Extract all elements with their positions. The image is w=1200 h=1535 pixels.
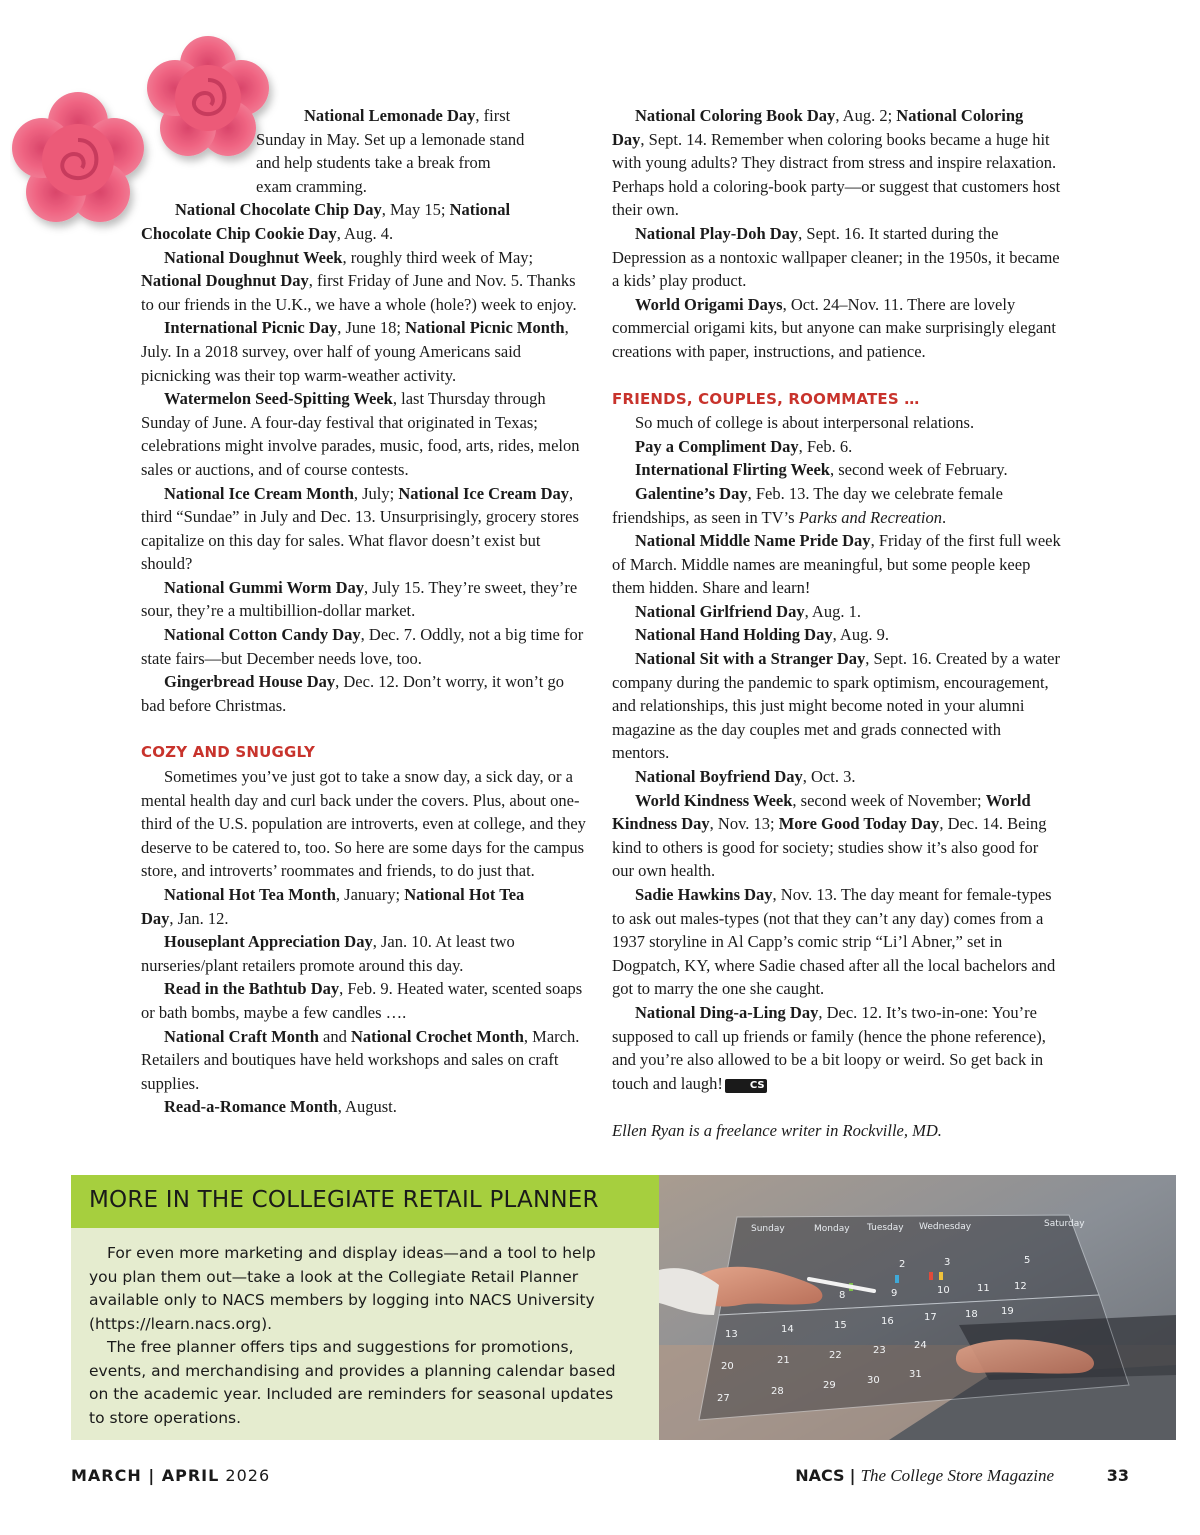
para-girlfriend-day: National Girlfriend Day, Aug. 1.: [635, 601, 861, 621]
calendar-number: 18: [965, 1309, 978, 1320]
section-heading-friends: FRIENDS, COUPLES, ROOMMATES …: [612, 389, 920, 408]
para-stranger-day: National Sit with a Stranger Day, Sept. 16. Created by a water company during the pandemic to spark optimism, encouragement, and relationships, this just might become noted in your alumni magazine as the day couples met and grads connected with mentors.: [612, 649, 1060, 763]
para-middle-name-day: National Middle Name Pride Day, Friday of the first full week of March. Middle names are meaningful, but some people keep them hidden. Share and learn!: [612, 531, 1061, 598]
para-ice-cream-month: National Ice Cream Month, July; National Ice Cream Day, third “Sundae” in July and Dec. 13. Unsurprisingly, grocery stores capitalize on this day for sales. What flavor doesn’t exist but should?: [141, 483, 579, 574]
para-flirting-week: International Flirting Week, second week of February.: [635, 460, 1008, 480]
calendar-number: 19: [1001, 1306, 1014, 1317]
calendar-number: 17: [924, 1312, 937, 1323]
calendar-number: 23: [873, 1345, 886, 1356]
calendar-number: 28: [771, 1386, 784, 1397]
para-friends-intro: So much of college is about interpersonal relations.: [635, 413, 975, 433]
calendar-number: 13: [725, 1329, 738, 1340]
page-number: 33: [1106, 1466, 1129, 1485]
planner-para-2: The free planner offers tips and suggestions for promotions, events, and merchandising and provides a planning calendar based on the academic year. Included are reminders for seasonal updates to store operations.: [89, 1338, 616, 1427]
calendar-number: 10: [937, 1285, 950, 1296]
calendar-number: 15: [834, 1320, 847, 1331]
para-doughnut-week: National Doughnut Week, roughly third week of May; National Doughnut Day, first Friday of June and Nov. 5. Thanks to our friends in the U.K., we have a whole (hole?) week to enjoy.: [141, 247, 577, 314]
article-column-right: [612, 104, 1062, 1143]
calendar-number: 21: [777, 1355, 790, 1366]
page-footer: [71, 1466, 1129, 1490]
para-watermelon-week: Watermelon Seed-Spitting Week, last Thursday through Sunday of June. A four-day festival that originated in Texas; celebrations might involve parades, music, food, arts, rides, melon sales or auctions, and of course contests.: [141, 389, 580, 479]
calendar-number: 24: [914, 1340, 927, 1351]
para-hand-holding-day: National Hand Holding Day, Aug. 9.: [635, 625, 889, 645]
para-gummi-worm-day: National Gummi Worm Day, July 15. They’re sweet, they’re sour, they’re a multibillion-dollar market.: [141, 577, 578, 621]
para-craft-month: National Craft Month and National Crochet Month, March. Retailers and boutiques have held workshops and sales on craft supplies.: [141, 1026, 580, 1093]
calendar-number: 5: [1024, 1255, 1031, 1266]
calendar-number: 27: [717, 1393, 730, 1404]
publication-name: NACS | The College Store Magazine: [795, 1466, 1054, 1485]
planner-calendar-photo: [659, 1175, 1176, 1440]
para-bathtub-day: Read in the Bathtub Day, Feb. 9. Heated water, scented soaps or bath bombs, maybe a few candles ….: [141, 979, 583, 1022]
para-picnic-day: International Picnic Day, June 18; National Picnic Month, July. In a 2018 survey, over half of young Americans said picnicking was their top warm-weather activity.: [141, 318, 569, 385]
para-houseplant-day: Houseplant Appreciation Day, Jan. 10. At least two nurseries/plant retailers promote around this day.: [141, 932, 515, 975]
calendar-day-tuesday: Tuesday: [867, 1223, 904, 1233]
calendar-number: 30: [867, 1375, 880, 1386]
para-sadie-hawkins-day: Sadie Hawkins Day, Nov. 13. The day meant for female-types to ask out males-types (not that they can’t any day) comes from a 1937 storyline in Al Capp’s comic strip “Li’l Abner,” set in Dogpatch, KY, where Sadie chased after all the local bachelors and got to marry the one she caught.: [612, 885, 1056, 999]
flower-left: [12, 92, 144, 222]
calendar-number: 29: [823, 1380, 836, 1391]
para-ding-a-ling-day: National Ding-a-Ling Day, Dec. 12. It’s two-in-one: You’re supposed to call up friends or family (hence the phone reference), and you’re also allowed to be a bit loopy or weird. So get back in touch and laugh! CS: [612, 1002, 1046, 1093]
end-mark-logo: CS: [725, 1079, 767, 1093]
planner-para-1: For even more marketing and display ideas—and a tool to help you plan them out—take a look at the Collegiate Retail Planner available only to NACS members by logging into NACS University (https://learn.nacs.org).: [89, 1244, 596, 1333]
calendar-day-sunday: Sunday: [751, 1224, 785, 1234]
para-compliment-day: Pay a Compliment Day, Feb. 6.: [635, 436, 853, 456]
para-lemonade-day: National Lemonade Day, first Sunday in May. Set up a lemonade stand and help students take a break from exam cramming.: [256, 106, 525, 196]
calendar-laptop-illustration: [659, 1175, 1176, 1440]
para-coloring-book-day: National Coloring Book Day, Aug. 2; National Coloring Day, Sept. 14. Remember when coloring books became a huge hit with young adults? They distract from stress and inspire relaxation. Perhaps hold a coloring-book party—or suggest that customers host their own.: [612, 106, 1061, 220]
para-romance-month: Read-a-Romance Month, August.: [164, 1097, 397, 1117]
calendar-day-wednesday: Wednesday: [919, 1222, 972, 1232]
para-gingerbread-house-day: Gingerbread House Day, Dec. 12. Don’t worry, it won’t go bad before Christmas.: [141, 672, 564, 715]
section-heading-cozy: COZY AND SNUGGLY: [141, 743, 316, 762]
author-byline: Ellen Ryan is a freelance writer in Rockville, MD.: [612, 1120, 942, 1140]
para-cotton-candy-day: National Cotton Candy Day, Dec. 7. Oddly, not a big time for state fairs—but December needs love, too.: [141, 625, 584, 668]
para-galentines-day: Galentine’s Day, Feb. 13. The day we celebrate female friendships, as seen in TV’s Parks and Recreation.: [612, 483, 1003, 527]
calendar-day-saturday: Saturday: [1044, 1219, 1085, 1229]
para-hot-tea-month: National Hot Tea Month, January; National Hot Tea Day, Jan. 12.: [141, 885, 525, 928]
para-kindness-week: World Kindness Week, second week of November; World Kindness Day, Nov. 13; More Good Today Day, Dec. 14. Being kind to others is good for society; studies show it’s also good for our own health.: [612, 790, 1047, 881]
calendar-number: 8: [839, 1290, 846, 1301]
issue-date: MARCH | APRIL 2026: [71, 1466, 271, 1485]
calendar-number: 14: [781, 1324, 794, 1335]
para-cozy-intro: Sometimes you’ve just got to take a snow day, a sick day, or a mental health day and curl back under the covers. Plus, about one-third of the U.S. population are introverts, even at college, and they deserve to be catered to, too. So here are some days for the campus store, and introverts’ roommates and friends, to do just that.: [141, 767, 586, 881]
term: National Lemonade Day: [304, 106, 476, 125]
planner-promo-box: [71, 1175, 1176, 1440]
para-boyfriend-day: National Boyfriend Day, Oct. 3.: [635, 767, 856, 787]
planner-header-bar: [71, 1175, 659, 1228]
para-play-doh-day: National Play-Doh Day, Sept. 16. It started during the Depression as a nontoxic wallpaper cleaner; in the 1950s, it became a kids’ play product.: [612, 223, 1060, 291]
calendar-number: 31: [909, 1369, 922, 1380]
calendar-number: 3: [944, 1257, 951, 1268]
article-column-left: [141, 104, 591, 1119]
calendar-day-monday: Monday: [814, 1224, 850, 1234]
planner-title: MORE IN THE COLLEGIATE RETAIL PLANNER: [89, 1187, 599, 1213]
calendar-number: 22: [829, 1350, 842, 1361]
para-chocolate-chip-day: National Chocolate Chip Day, May 15; National Chocolate Chip Cookie Day, Aug. 4.: [141, 200, 511, 243]
calendar-number: 20: [721, 1361, 734, 1372]
planner-body: [71, 1228, 659, 1440]
para-origami-days: World Origami Days, Oct. 24–Nov. 11. There are lovely commercial origami kits, but anyone can make surprisingly elegant creations with paper, instructions, and patience.: [612, 294, 1056, 361]
calendar-number: 12: [1014, 1281, 1027, 1292]
calendar-number: 2: [899, 1259, 906, 1270]
calendar-number: 16: [881, 1316, 894, 1327]
calendar-number: 11: [977, 1283, 990, 1294]
calendar-number: 9: [891, 1288, 898, 1299]
